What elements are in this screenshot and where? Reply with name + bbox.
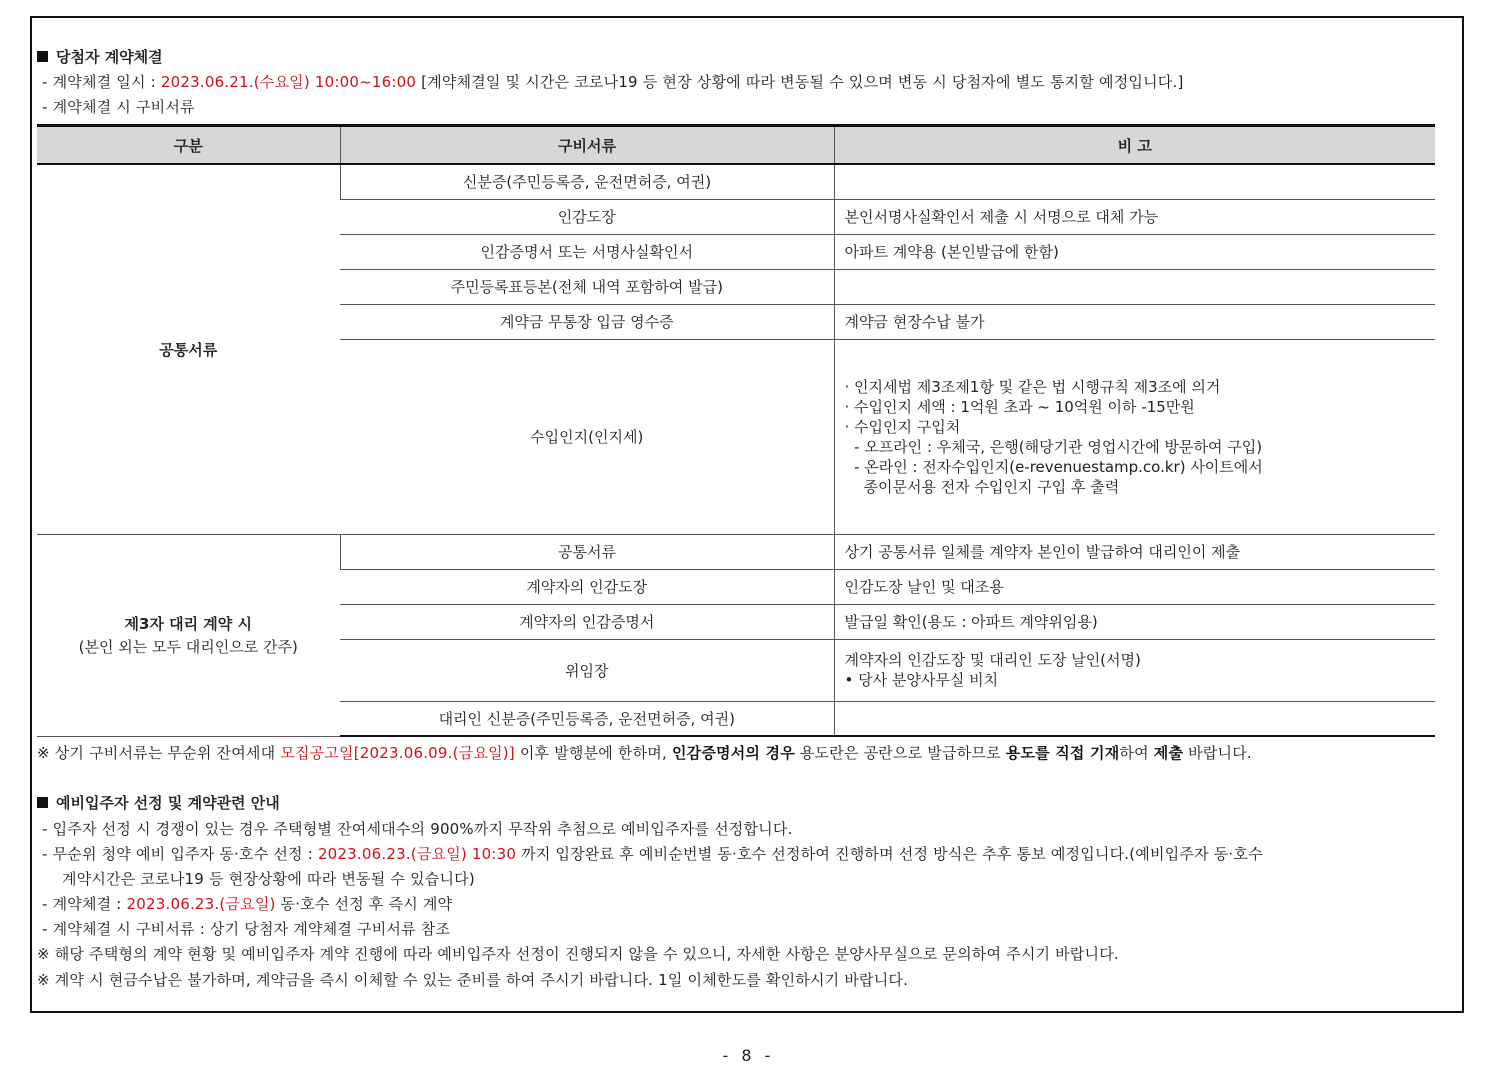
doc-cell: 수입인지(인지세) [340,339,834,534]
line-part: 까지 입장완료 후 예비순번별 동·호수 선정하여 진행하며 선정 방식은 추후 통보 예정입니다.(예비입주자 동·호수 [516,845,1263,863]
date-note: [계약체결일 및 시간은 코로나19 등 현장 상황에 따라 변동될 수 있으며 변동 시 당첨자에 별도 통지할 예정입니다.] [416,73,1184,91]
footnote-part: 바랍니다. [1183,744,1252,762]
table-row [37,534,1435,569]
section-title-text: 예비입주자 선정 및 계약관련 안내 [56,794,280,812]
doc-cell: 신분증(주민등록증, 운전면허증, 여권) [340,164,834,199]
note-line: 계약자의 인감도장 및 대리인 도장 날인(서명) [844,651,1141,669]
footnote-emphasis: 제출 [1153,744,1184,762]
note-cell: 발급일 확인(용도 : 아파트 계약위임용) [834,604,1435,639]
doc-cell: 계약자의 인감증명서 [340,604,834,639]
waitlist-line-4: - 계약체결 시 구비서류 : 상기 당첨자 계약체결 구비서류 참조 [42,920,451,938]
waitlist-note-1: ※ 해당 주택형의 계약 현황 및 예비입주자 계약 진행에 따라 예비입주자 선정이 진행되지 않을 수 있으니, 자세한 사항은 분양사무실으로 문의하여 주시기 바랍니다. [37,945,1119,963]
line-part: - 무순위 청약 예비 입주자 동·호수 선정 : [42,845,318,863]
footnote-emphasis: 인감증명서의 경우 [671,744,795,762]
note-line: - 오프라인 : 우체국, 은행(해당기관 영업시간에 방문하여 구입) [844,437,1263,456]
waitlist-contract-date: 2023.06.23.(금요일) [126,895,276,913]
footnote-part: 용도란은 공란으로 발급하므로 [794,744,1006,762]
group-proxy-title: 제3자 대리 계약 시 [124,615,253,633]
waitlist-line-2-cont: 계약시간은 코로나19 등 현장상황에 따라 변동될 수 있습니다) [62,870,475,888]
note-cell [834,701,1435,736]
group-proxy [37,534,340,736]
required-documents-table [37,124,1435,737]
doc-cell: 주민등록표등본(전체 내역 포함하여 발급) [340,269,834,304]
waitlist-line-1: - 입주자 선정 시 경쟁이 있는 경우 주택형별 잔여세대수의 900%까지 무작위 추첨으로 예비입주자를 선정합니다. [42,820,793,838]
waitlist-note-2: ※ 계약 시 현금수납은 불가하며, 계약금을 즉시 이체할 수 있는 준비를 하여 주시기 바랍니다. 1일 이체한도를 확인하시기 바랍니다. [37,971,909,989]
line-part: - 계약체결 : [42,895,127,913]
table-header-row [37,126,1435,165]
note-cell-stamp [834,339,1435,534]
contract-date: 2023.06.21.(수요일) 10:00~16:00 [160,73,417,91]
doc-cell: 인감증명서 또는 서명사실확인서 [340,234,834,269]
section-title-text: 당첨자 계약체결 [56,48,163,66]
group-proxy-subtitle: (본인 외는 모두 대리인으로 간주) [78,638,298,656]
header-remarks: 비 고 [834,126,1435,165]
note-cell: 인감도장 날인 및 대조용 [834,569,1435,604]
waitlist-line-2 [42,843,1263,864]
docs-line: - 계약체결 시 구비서류 [42,98,195,116]
footnote-date: 모집공고일[2023.06.09.(금요일)] [280,744,515,762]
doc-cell: 대리인 신분증(주민등록증, 운전면허증, 여권) [340,701,834,736]
table-footnote [37,742,1252,763]
table-row [37,164,1435,199]
doc-cell: 인감도장 [340,199,834,234]
section-title-contract [37,46,163,67]
header-category: 구분 [37,126,340,165]
note-line: • 당사 분양사무실 비치 [844,671,999,689]
note-cell: 아파트 계약용 (본인발급에 한함) [834,234,1435,269]
note-cell: 본인서명사실확인서 제출 시 서명으로 대체 가능 [834,199,1435,234]
doc-cell: 공통서류 [340,534,834,569]
line-part: 동·호수 선정 후 즉시 계약 [275,895,453,913]
date-prefix: - 계약체결 일시 : [42,73,161,91]
footnote-part: 하여 [1119,744,1154,762]
contract-date-line [42,71,1184,92]
footnote-part: 이후 발행분에 한하며, [514,744,672,762]
doc-cell: 계약자의 인감도장 [340,569,834,604]
footnote-emphasis: 용도를 직접 기재 [1005,744,1120,762]
doc-cell: 위임장 [340,639,834,701]
header-documents: 구비서류 [340,126,834,165]
page-number: - 8 - [722,1046,775,1065]
note-line: - 온라인 : 전자수입인지(e-revenuestamp.co.kr) 사이트에서 [844,457,1263,476]
selection-date: 2023.06.23.(금요일) 10:30 [317,845,517,863]
note-cell-poa [834,639,1435,701]
waitlist-line-3 [42,893,452,914]
square-bullet-icon [37,797,48,808]
group-common: 공통서류 [37,164,340,534]
note-line: · 인지세법 제3조제1항 및 같은 법 시행규칙 제3조에 의거 [844,377,1221,396]
square-bullet-icon [37,51,48,62]
doc-cell: 계약금 무통장 입금 영수증 [340,304,834,339]
footnote-part: ※ 상기 구비서류는 무순위 잔여세대 [37,744,281,762]
note-cell: 상기 공통서류 일체를 계약자 본인이 발급하여 대리인이 제출 [834,534,1435,569]
note-cell: 계약금 현장수납 불가 [834,304,1435,339]
note-cell [834,269,1435,304]
note-line: 종이문서용 전자 수입인지 구입 후 출력 [844,477,1120,496]
note-line: · 수입인지 세액 : 1억원 초과 ~ 10억원 이하 -15만원 [844,397,1195,416]
section-title-waitlist [37,792,280,813]
document-frame [30,16,1464,1013]
note-line: · 수입인지 구입처 [844,417,961,436]
note-cell [834,164,1435,199]
